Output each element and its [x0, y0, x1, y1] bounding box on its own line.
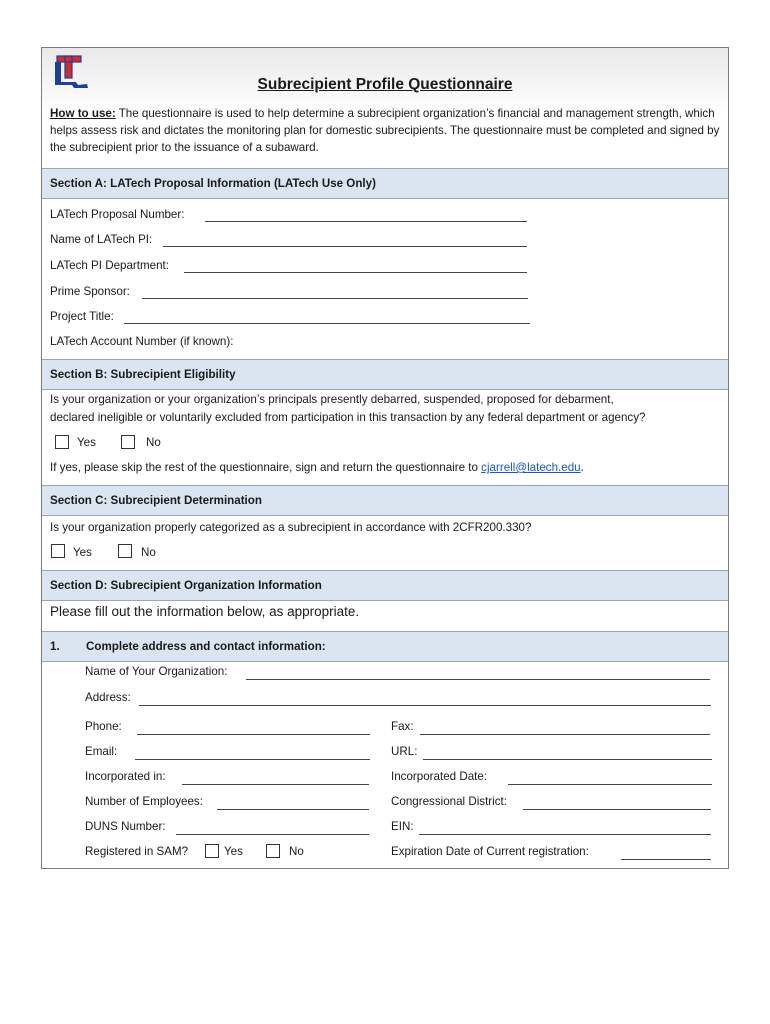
- eligibility-note: [50, 461, 584, 474]
- sam-label: Registered in SAM?: [85, 845, 189, 858]
- field-pi-name-label: Name of LATech PI:: [50, 233, 153, 246]
- ein-label: EIN:: [391, 820, 414, 833]
- sam-no-label: No: [289, 845, 304, 858]
- field-proposal-number-input[interactable]: [205, 221, 527, 222]
- determination-no-checkbox[interactable]: [118, 544, 132, 558]
- questionnaire-form: [41, 47, 729, 869]
- phone-input[interactable]: [137, 734, 370, 735]
- section-a-heading: Section A: LATech Proposal Information (LATech Use Only): [42, 168, 728, 199]
- org-name-input[interactable]: [246, 679, 710, 680]
- section-b-heading: Section B: Subrecipient Eligibility: [42, 359, 728, 390]
- sam-no-checkbox[interactable]: [266, 844, 280, 858]
- email-label: Email:: [85, 745, 118, 758]
- eligibility-question-line1: Is your organization or your organization’s principals presently debarred, suspended, proposed for debarment,: [50, 393, 614, 406]
- expiration-label: Expiration Date of Current registration:: [391, 845, 589, 858]
- fax-input[interactable]: [420, 734, 710, 735]
- expiration-input[interactable]: [621, 859, 711, 860]
- address-input[interactable]: [139, 705, 711, 706]
- section-d-heading: Section D: Subrecipient Organization Information: [42, 570, 728, 601]
- determination-yes-label: Yes: [73, 546, 92, 559]
- field-project-title-label: Project Title:: [50, 310, 114, 323]
- determination-question: Is your organization properly categorized as a subrecipient in accordance with 2CFR200.330?: [50, 521, 532, 534]
- url-input[interactable]: [423, 759, 712, 760]
- eligibility-yes-label: Yes: [77, 436, 96, 449]
- district-label: Congressional District:: [391, 795, 507, 808]
- org-name-label: Name of Your Organization:: [85, 665, 228, 678]
- field-project-title-input[interactable]: [124, 323, 530, 324]
- section-c-heading: Section C: Subrecipient Determination: [42, 485, 728, 516]
- phone-label: Phone:: [85, 720, 122, 733]
- incorporated-date-label: Incorporated Date:: [391, 770, 488, 783]
- intro-text: [50, 105, 722, 156]
- email-input[interactable]: [135, 759, 370, 760]
- employees-input[interactable]: [217, 809, 369, 810]
- address-label: Address:: [85, 691, 131, 704]
- field-pi-department-label: LATech PI Department:: [50, 259, 169, 272]
- determination-no-label: No: [141, 546, 156, 559]
- incorporated-in-input[interactable]: [182, 784, 369, 785]
- field-account-number-label: LATech Account Number (if known):: [50, 335, 234, 348]
- field-prime-sponsor-label: Prime Sponsor:: [50, 285, 130, 298]
- ein-input[interactable]: [419, 834, 711, 835]
- page-title: Subrecipient Profile Questionnaire: [257, 76, 513, 93]
- incorporated-in-label: Incorporated in:: [85, 770, 166, 783]
- sam-yes-label: Yes: [224, 845, 243, 858]
- item-1-heading: [42, 631, 728, 662]
- section-d-instruction: Please fill out the information below, as appropriate.: [50, 604, 360, 619]
- duns-label: DUNS Number:: [85, 820, 166, 833]
- eligibility-no-label: No: [146, 436, 161, 449]
- employees-label: Number of Employees:: [85, 795, 203, 808]
- field-pi-department-input[interactable]: [184, 272, 527, 273]
- eligibility-note-text: If yes, please skip the rest of the questionnaire, sign and return the questionnaire to: [50, 461, 482, 474]
- incorporated-date-input[interactable]: [508, 784, 712, 785]
- determination-yes-checkbox[interactable]: [51, 544, 65, 558]
- item-1-title: Complete address and contact information:: [86, 640, 326, 653]
- eligibility-no-checkbox[interactable]: [121, 435, 135, 449]
- eligibility-note-end: .: [580, 461, 584, 474]
- url-label: URL:: [391, 745, 418, 758]
- fax-label: Fax:: [391, 720, 414, 733]
- form-header: [42, 48, 728, 169]
- contact-email-link[interactable]: cjarrell@latech.edu: [481, 461, 581, 474]
- sam-yes-checkbox[interactable]: [205, 844, 219, 858]
- eligibility-yes-checkbox[interactable]: [55, 435, 69, 449]
- field-proposal-number-label: LATech Proposal Number:: [50, 208, 185, 221]
- field-prime-sponsor-input[interactable]: [142, 298, 528, 299]
- item-1-number: 1.: [50, 640, 60, 653]
- eligibility-question-line2: declared ineligible or voluntarily excluded from participation in this transaction by any federal department or agency?: [50, 411, 646, 424]
- duns-input[interactable]: [176, 834, 369, 835]
- how-to-text: The questionnaire is used to help determine a subrecipient organization’s financial and management strength, which helps assess risk and dictates the monitoring plan for domestic subrecipients. The questionnaire must be completed and signed by the subrecipient prior to the issuance of a subaward.: [50, 107, 720, 154]
- field-pi-name-input[interactable]: [163, 246, 527, 247]
- district-input[interactable]: [523, 809, 711, 810]
- how-to-label: How to use:: [50, 107, 116, 120]
